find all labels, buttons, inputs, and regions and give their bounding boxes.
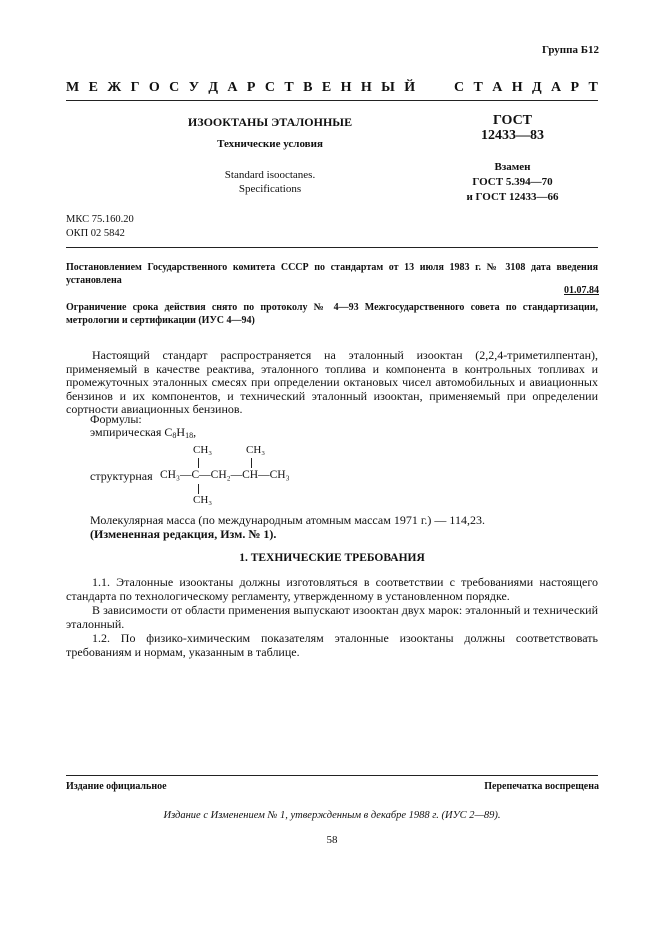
structural-label: структурная [90,469,153,483]
gost-designation [440,113,585,143]
standard-heading-letter: Е [321,80,332,95]
reprint-prohibited: Перепечатка воспрещена [484,781,599,792]
standard-heading-letter: М [66,80,80,95]
codes-divider [66,247,598,248]
intro-paragraph: Настоящий стандарт распространяется на эталонный изооктан (2,2,4-триметилпентан), применяемый в качестве реактива, эталонного топлива и компонента в контрольных топливах и промежуточных эталонных смесях при определении октановых чисел автомобильных и авиационных бензинов и их компонентов, и технический эталонный изооктан, применяемый при определении сортности авиационных бензинов. [66,348,598,416]
methyl-top-right: CH₃ [246,444,266,456]
empirical-label: эмпирическая [90,425,162,439]
standard-heading-letter: С [169,80,180,95]
standard-heading-letter: Ж [107,80,122,95]
english-title-line2: Specifications [238,183,302,195]
standard-heading-letter: Д [208,80,218,95]
standard-heading-letter: Е [88,80,98,95]
replaces-label: Взамен [494,161,531,173]
standard-heading-letter: Ы [381,80,395,95]
standard-heading-letter: О [148,80,160,95]
formulas-label: Формулы: [90,412,142,426]
effective-date: 01.07.84 [564,285,599,296]
header-divider [66,100,598,101]
replaces-block [440,160,585,205]
standard-heading-letter: С [453,80,465,95]
standard-heading-letter: Й [404,80,416,95]
bond-top-left [198,458,199,468]
methyl-bottom: CH₃ [193,494,213,506]
standard-heading-letter: Р [246,80,256,95]
standard-heading-letter: Н [360,80,372,95]
methyl-top-left: CH₃ [193,444,213,456]
okp-code: ОКП 02 5842 [66,228,125,239]
interstate-standard-heading [66,80,598,96]
replaces-standard-2: и ГОСТ 12433—66 [466,191,559,203]
standard-heading-letter: А [492,80,503,95]
empirical-c-sub: 8 [172,431,177,440]
standard-heading-letter: С [264,80,275,95]
amendment-note: (Измененная редакция, Изм. № 1). [90,527,277,541]
limit-text: Ограничение срока действия снято по протоколу № 4—93 Межгосударственного совета по стандартизации, метрологии и сертификации (ИУС 4—94) [66,302,598,326]
empirical-end: , [193,425,197,439]
standard-heading-letter: А [227,80,238,95]
standard-heading-letter: У [188,80,199,95]
standard-heading-letter: А [551,80,562,95]
english-title-line1: Standard isooctanes. [224,169,316,181]
replaces-standard-1: ГОСТ 5.394—70 [472,176,553,188]
mks-code: МКС 75.160.20 [66,214,134,225]
decree-text: Постановлением Государственного комитета СССР по стандартам от 13 июля 1983 г. № 3108 дата введения установлена [66,262,598,286]
footer-divider [66,775,598,776]
english-title [170,168,370,196]
standard-heading-letter: Н [511,80,523,95]
gost-number: 12433—83 [481,128,544,143]
section-paragraph-2: В зависимости от области применения выпускают изооктан двух марок: эталонный и технический эталонный. [66,603,598,631]
empirical-h-sub: 18 [185,431,194,440]
standard-heading-letter: Р [570,80,580,95]
empirical-formula [90,426,290,443]
carbon-chain: CH₃—C—CH₂—CH—CH₃ [160,469,290,481]
section-paragraph-1: 1.1. Эталонные изооктаны должны изготовляться в соответствии с требованиями настоящего стандарта по технологическому регламенту, утвержденному в установленном порядке. [66,575,598,603]
document-subtitle: Технические условия [217,138,323,150]
standard-heading-letter: Т [473,80,483,95]
bond-top-right [251,458,252,468]
molar-mass: Молекулярная масса (по международным атомным массам 1971 г.) — 114,23. [90,513,485,527]
section-heading: 1. ТЕХНИЧЕСКИЕ ТРЕБОВАНИЯ [239,552,425,564]
page-number: 58 [326,834,338,846]
standard-heading-letter: Т [588,80,598,95]
classification-codes [66,213,134,241]
edition-note: Издание с Изменением № 1, утвержденным в декабре 1988 г. (ИУС 2—89). [163,810,501,821]
group-code: Группа Б12 [542,44,599,56]
standard-heading-letter: Г [130,80,140,95]
official-edition: Издание официальное [66,781,167,792]
standard-heading-letter: Т [284,80,294,95]
gost-label: ГОСТ [492,113,533,128]
empirical-h: H [176,425,186,439]
standard-heading-letter: Д [532,80,542,95]
standard-heading-letter [425,80,445,96]
bond-bottom [198,484,199,494]
standard-heading-letter: Н [340,80,352,95]
document-title: ИЗООКТАНЫ ЭТАЛОННЫЕ [187,115,353,129]
section-paragraph-3: 1.2. По физико-химическим показателям эталонные изооктаны должны соответствовать требованиям и нормам, указанным в таблице. [66,631,598,659]
standard-heading-letter: В [303,80,313,95]
empirical-c: C [164,425,173,439]
